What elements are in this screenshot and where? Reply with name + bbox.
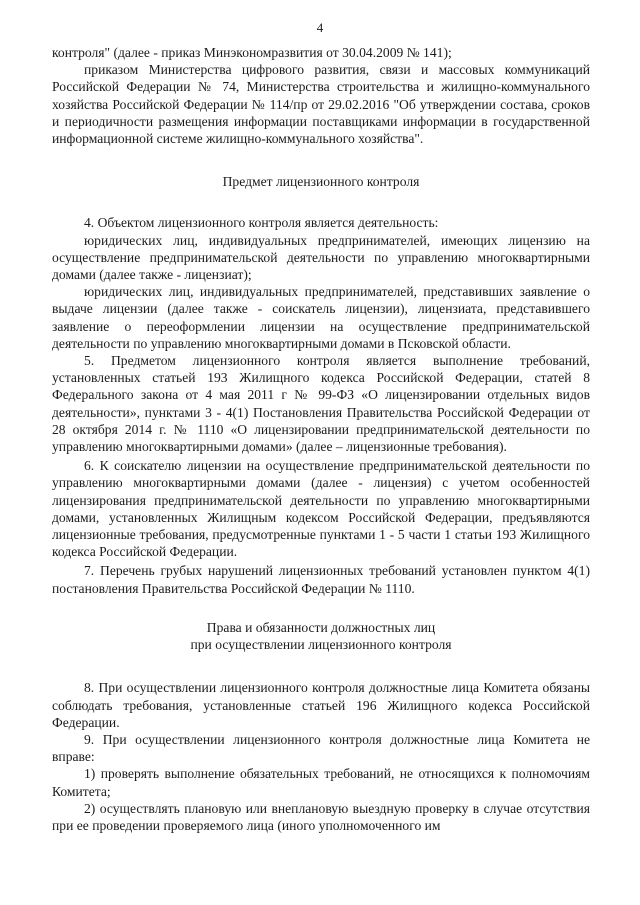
paragraph-9-item-2: 2) осуществлять плановую или внеплановую выездную проверку в случае отсутствия при ее проведении проверяемого лица (иного уполномоченного им — [52, 800, 590, 833]
paragraph-8: 8. При осуществлении лицензионного контроля должностные лица Комитета обязаны соблюдать требования, установленные статьей 196 Жилищного кодекса Российской Федерации. — [52, 680, 590, 730]
paragraph-6: 6. К соискателю лицензии на осуществление предпринимательской деятельности по управлению многоквартирными домами (далее - лицензия) с учетом особенностей лицензирования предпринимательской деятельности по управлению многоквартирными домами, установленных Жилищным кодексом Российской Федерации, предъявляются лицензионные требования, предусмотренные пунктами 1 - 5 части 1 статьи 193 Жилищного кодекса Российской Федерации. — [52, 458, 590, 560]
paragraph-4: 4. Объектом лицензионного контроля является деятельность: — [84, 215, 439, 231]
document-body — [52, 44, 590, 834]
paragraph-4-item-licensees: юридических лиц, индивидуальных предпринимателей, имеющих лицензию на осуществление предпринимательской деятельности по управлению многоквартирными домами (далее также - лицензиат); — [52, 232, 590, 283]
section-heading-subject: Предмет лицензионного контроля — [222, 174, 420, 190]
paragraph-9: 9. При осуществлении лицензионного контроля должностные лица Комитета не вправе: — [52, 731, 590, 765]
paragraph-9-item-1: 1) проверять выполнение обязательных требований, не относящихся к полномочиям Комитета; — [52, 766, 590, 799]
paragraph-5: 5. Предметом лицензионного контроля является выполнение требований, установленных статьей 193 Жилищного кодекса Российской Федерации, статей 8 Федерального закона от 4 мая 2011 г № 99-ФЗ «О лицензировании отдельных видов деятельности», пунктами 3 - 4(1) Постановления Правительства Российской Федерации от 28 октября 2014 г. № 1110 «О лицензировании предпринимательской деятельности по управлению многоквартирными домами» (далее – лицензионные требования). — [52, 353, 590, 455]
paragraph-order-reference: приказом Министерства цифрового развития, связи и массовых коммуникаций Российской Федерации № 74, Министерства строительства и жилищно-коммунального хозяйства Российской Федерации № 114/пр от 29.02.2016 "Об утверждении состава, сроков и периодичности размещения информации поставщиками информации в государственной информационной системе жилищно-коммунального хозяйства". — [52, 62, 590, 147]
paragraph-4-item-applicants: юридических лиц, индивидуальных предпринимателей, представивших заявление о выдаче лицензии (далее также - соискатель лицензии), лицензиата, представившего заявление о переоформлении лицензии на осуществление предпринимательской деятельности по управлению многоквартирными домами в Псковской области. — [52, 284, 590, 351]
section-heading-rights-line2: при осуществлении лицензионного контроля — [190, 637, 452, 653]
page-number: 4 — [316, 20, 324, 35]
paragraph-7: 7. Перечень грубых нарушений лицензионных требований установлен пунктом 4(1) постановления Правительства Российской Федерации № 1110. — [52, 563, 590, 596]
paragraph-continuation: контроля" (далее - приказ Минэкономразвития от 30.04.2009 № 141); — [52, 45, 452, 60]
section-heading-rights-line1: Права и обязанности должностных лиц — [206, 619, 436, 635]
